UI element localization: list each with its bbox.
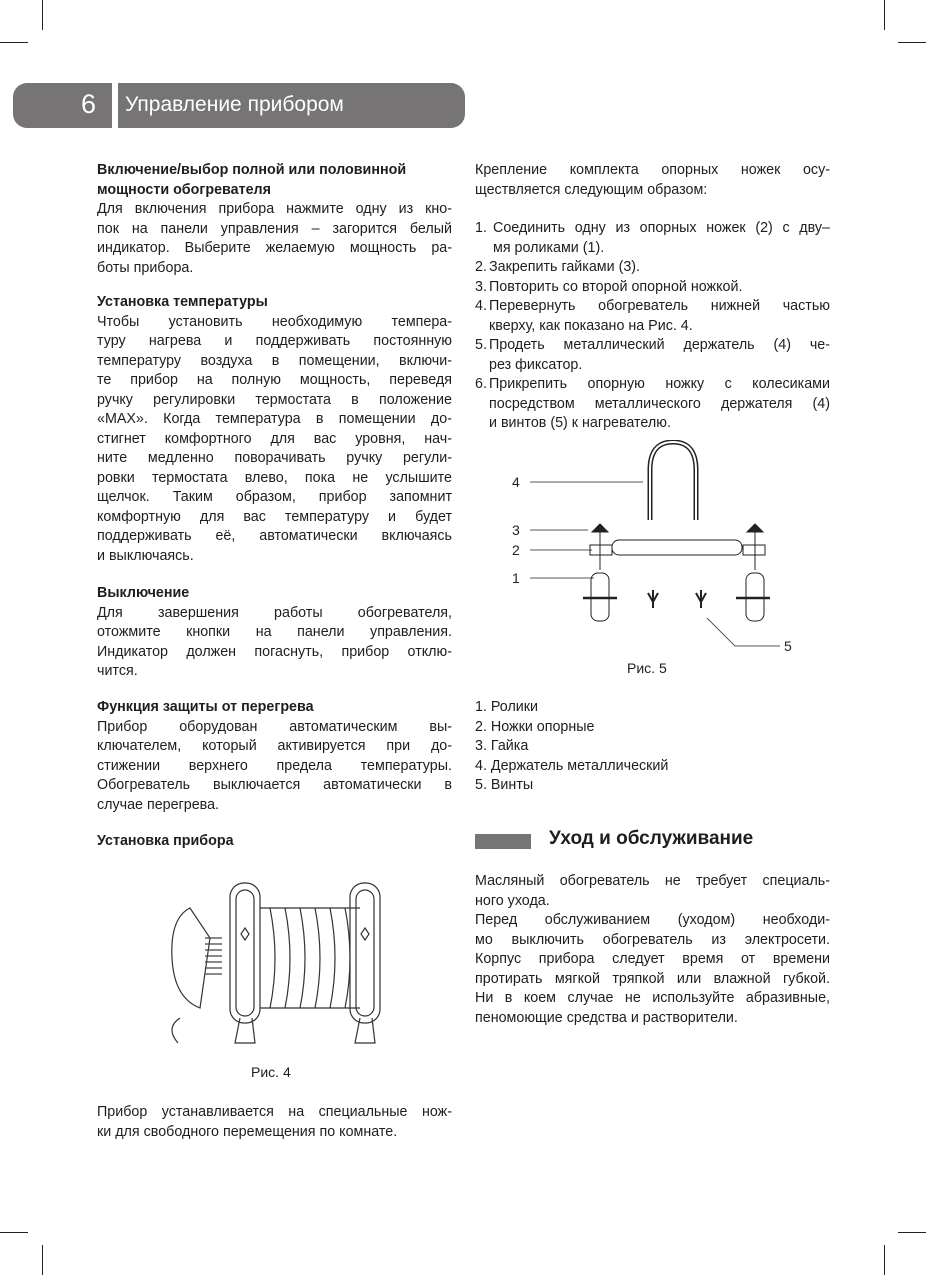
text-line: Для включения прибора нажмите одну из кно- bbox=[97, 201, 452, 217]
fig5-label-5: 5 bbox=[784, 638, 792, 654]
chapter-header bbox=[13, 83, 465, 128]
section-heading: Функция защиты от перегрева bbox=[97, 699, 314, 715]
text-line: те прибор на полную мощность, переведя bbox=[97, 372, 452, 388]
text-line: стигнет комфортного для вас уровня, нач- bbox=[97, 430, 452, 447]
text-line: туру нагрева и поддерживать постоянную bbox=[97, 333, 452, 349]
chapter-title: Управление прибором bbox=[125, 93, 344, 116]
text-line: комфортную для вас температуру и будет bbox=[97, 508, 452, 525]
text-line: индикатор. Выберите желаемую мощность ра- bbox=[97, 240, 452, 256]
text-line: чится. bbox=[97, 663, 138, 679]
text-line: Повторить со второй опорной ножкой. bbox=[489, 278, 743, 295]
page-number: 6 bbox=[81, 89, 97, 119]
list-text bbox=[489, 336, 830, 375]
section-off bbox=[97, 584, 452, 682]
crop-mark bbox=[898, 1232, 926, 1233]
text-line: стижении верхнего предела температуры. bbox=[97, 757, 452, 774]
section-install bbox=[97, 832, 452, 852]
text-line: Прибор оборудован автоматическим вы- bbox=[97, 718, 452, 735]
text-line: ществляется следующим образом: bbox=[475, 181, 708, 198]
text-line: Крепление комплекта опорных ножек осу- bbox=[475, 162, 830, 178]
section-heading: Установка температуры bbox=[97, 294, 268, 310]
text-line: Для завершения работы обогревателя, bbox=[97, 604, 452, 621]
section-heading: Выключение bbox=[97, 585, 190, 601]
section-power bbox=[97, 161, 452, 278]
text-line: щелчок. Таким образом, прибор запомнит bbox=[97, 489, 452, 505]
crop-mark bbox=[898, 42, 926, 43]
list-text bbox=[489, 219, 830, 258]
assembly-steps bbox=[475, 219, 830, 434]
list-number: 4. bbox=[475, 298, 487, 314]
text-line: Перед обслуживанием (уходом) необходи- bbox=[475, 912, 830, 928]
section-overheat bbox=[97, 698, 452, 815]
text-line: поддерживать её, автоматически включаясь bbox=[97, 528, 452, 544]
figure-5-diagram bbox=[470, 440, 810, 660]
text-line: и выключаясь. bbox=[97, 547, 194, 564]
text-line: боты прибора. bbox=[97, 259, 194, 276]
care-text bbox=[475, 872, 830, 1028]
text-line: Соединить одну из опорных ножек (2) с дву– bbox=[493, 220, 830, 236]
fig5-label-4: 4 bbox=[512, 474, 520, 490]
legend-item: 3. Гайка bbox=[475, 738, 529, 754]
text-line: отожмите кнопки на панели управления. bbox=[97, 624, 452, 640]
text-line: ключателем, который активируется при до- bbox=[97, 738, 452, 754]
list-text bbox=[489, 278, 830, 298]
text-line: Индикатор должен погаснуть, прибор отклю- bbox=[97, 643, 452, 660]
text-line: ните медленно поворачивать ручку регули- bbox=[97, 450, 452, 466]
figure-5-caption: Рис. 5 bbox=[627, 660, 667, 676]
list-number: 3. bbox=[475, 278, 487, 295]
list-item bbox=[475, 219, 830, 258]
text-line: Масляный обогреватель не требует специаль- bbox=[475, 873, 830, 889]
list-item bbox=[475, 375, 830, 434]
text-line: мя роликами (1). bbox=[493, 239, 605, 256]
fig5-label-2: 2 bbox=[512, 542, 520, 558]
crop-mark bbox=[0, 1232, 28, 1233]
crop-mark bbox=[42, 0, 43, 30]
text-line: ровки термостата влево, пока не услышите bbox=[97, 469, 452, 486]
list-text bbox=[489, 375, 830, 434]
text-line: посредством металлического держателя (4) bbox=[489, 395, 830, 412]
section-heading: Включение/выбор полной или половинной bbox=[97, 162, 407, 178]
text-line: «MAX». Когда температура в помещении до- bbox=[97, 411, 452, 427]
list-text bbox=[489, 297, 830, 336]
crop-mark bbox=[884, 1245, 885, 1275]
text-line: Ни в коем случае не используйте абразивные, bbox=[475, 990, 830, 1006]
text-line: кверху, как показано на Рис. 4. bbox=[489, 317, 693, 334]
text-line: пок на панели управления – загорится белый bbox=[97, 220, 452, 237]
intro-text bbox=[475, 161, 830, 200]
crop-mark bbox=[884, 0, 885, 30]
text-line: протирать мягкой тряпкой или влажной губкой. bbox=[475, 970, 830, 987]
text-line: Перевернуть обогреватель нижней частью bbox=[489, 298, 830, 314]
legend-item: 1. Ролики bbox=[475, 699, 539, 715]
section-heading: Установка прибора bbox=[97, 833, 234, 849]
list-number: 1. bbox=[475, 220, 487, 236]
text-line: Прикрепить опорную ножку с колесиками bbox=[489, 376, 830, 392]
fig5-label-1: 1 bbox=[512, 570, 520, 586]
list-item bbox=[475, 297, 830, 336]
section-title-care: Уход и обслуживание bbox=[549, 828, 754, 849]
text-line: Продеть металлический держатель (4) че- bbox=[489, 337, 830, 353]
header-divider bbox=[112, 83, 118, 128]
fig5-label-3: 3 bbox=[512, 522, 520, 538]
list-item bbox=[475, 278, 830, 298]
legend-item: 5. Винты bbox=[475, 777, 534, 793]
text-line: и винтов (5) к нагревателю. bbox=[489, 415, 671, 431]
list-item bbox=[475, 336, 830, 375]
text-line: температуру воздуха в помещении, включи- bbox=[97, 352, 452, 369]
text-line: мо выключить обогреватель из электросети. bbox=[475, 931, 830, 948]
legend-item: 2. Ножки опорные bbox=[475, 718, 595, 735]
text-line: Корпус прибора следует время от времени bbox=[475, 951, 830, 967]
parts-legend bbox=[475, 698, 830, 796]
list-text bbox=[489, 258, 830, 278]
text-line: случае перегрева. bbox=[97, 796, 220, 813]
crop-mark bbox=[42, 1245, 43, 1275]
list-number: 5. bbox=[475, 337, 487, 353]
list-number: 2. bbox=[475, 259, 487, 275]
crop-mark bbox=[0, 42, 28, 43]
text-line: Обогреватель выключается автоматически в bbox=[97, 777, 452, 793]
list-item bbox=[475, 258, 830, 278]
text-line: ручку регулировки термостата в положение bbox=[97, 391, 452, 408]
text-line: рез фиксатор. bbox=[489, 356, 583, 373]
section-heading: мощности обогревателя bbox=[97, 181, 271, 198]
text-line: ки для свободного перемещения по комнате. bbox=[97, 1123, 398, 1140]
section-marker bbox=[475, 834, 531, 849]
list-number: 6. bbox=[475, 376, 487, 392]
text-line: Чтобы установить необходимую темпера- bbox=[97, 313, 452, 330]
figure-4-caption: Рис. 4 bbox=[251, 1064, 291, 1080]
section-temperature bbox=[97, 293, 452, 566]
text-line: пеномоющие средства и растворители. bbox=[475, 1009, 738, 1026]
text-line: Прибор устанавливается на специальные нож- bbox=[97, 1104, 452, 1120]
figure-4-heater bbox=[160, 878, 400, 1048]
legend-item: 4. Держатель металлический bbox=[475, 757, 669, 774]
text-line: ного ухода. bbox=[475, 892, 550, 909]
install-text bbox=[97, 1103, 452, 1142]
text-line: Закрепить гайками (3). bbox=[489, 259, 641, 275]
